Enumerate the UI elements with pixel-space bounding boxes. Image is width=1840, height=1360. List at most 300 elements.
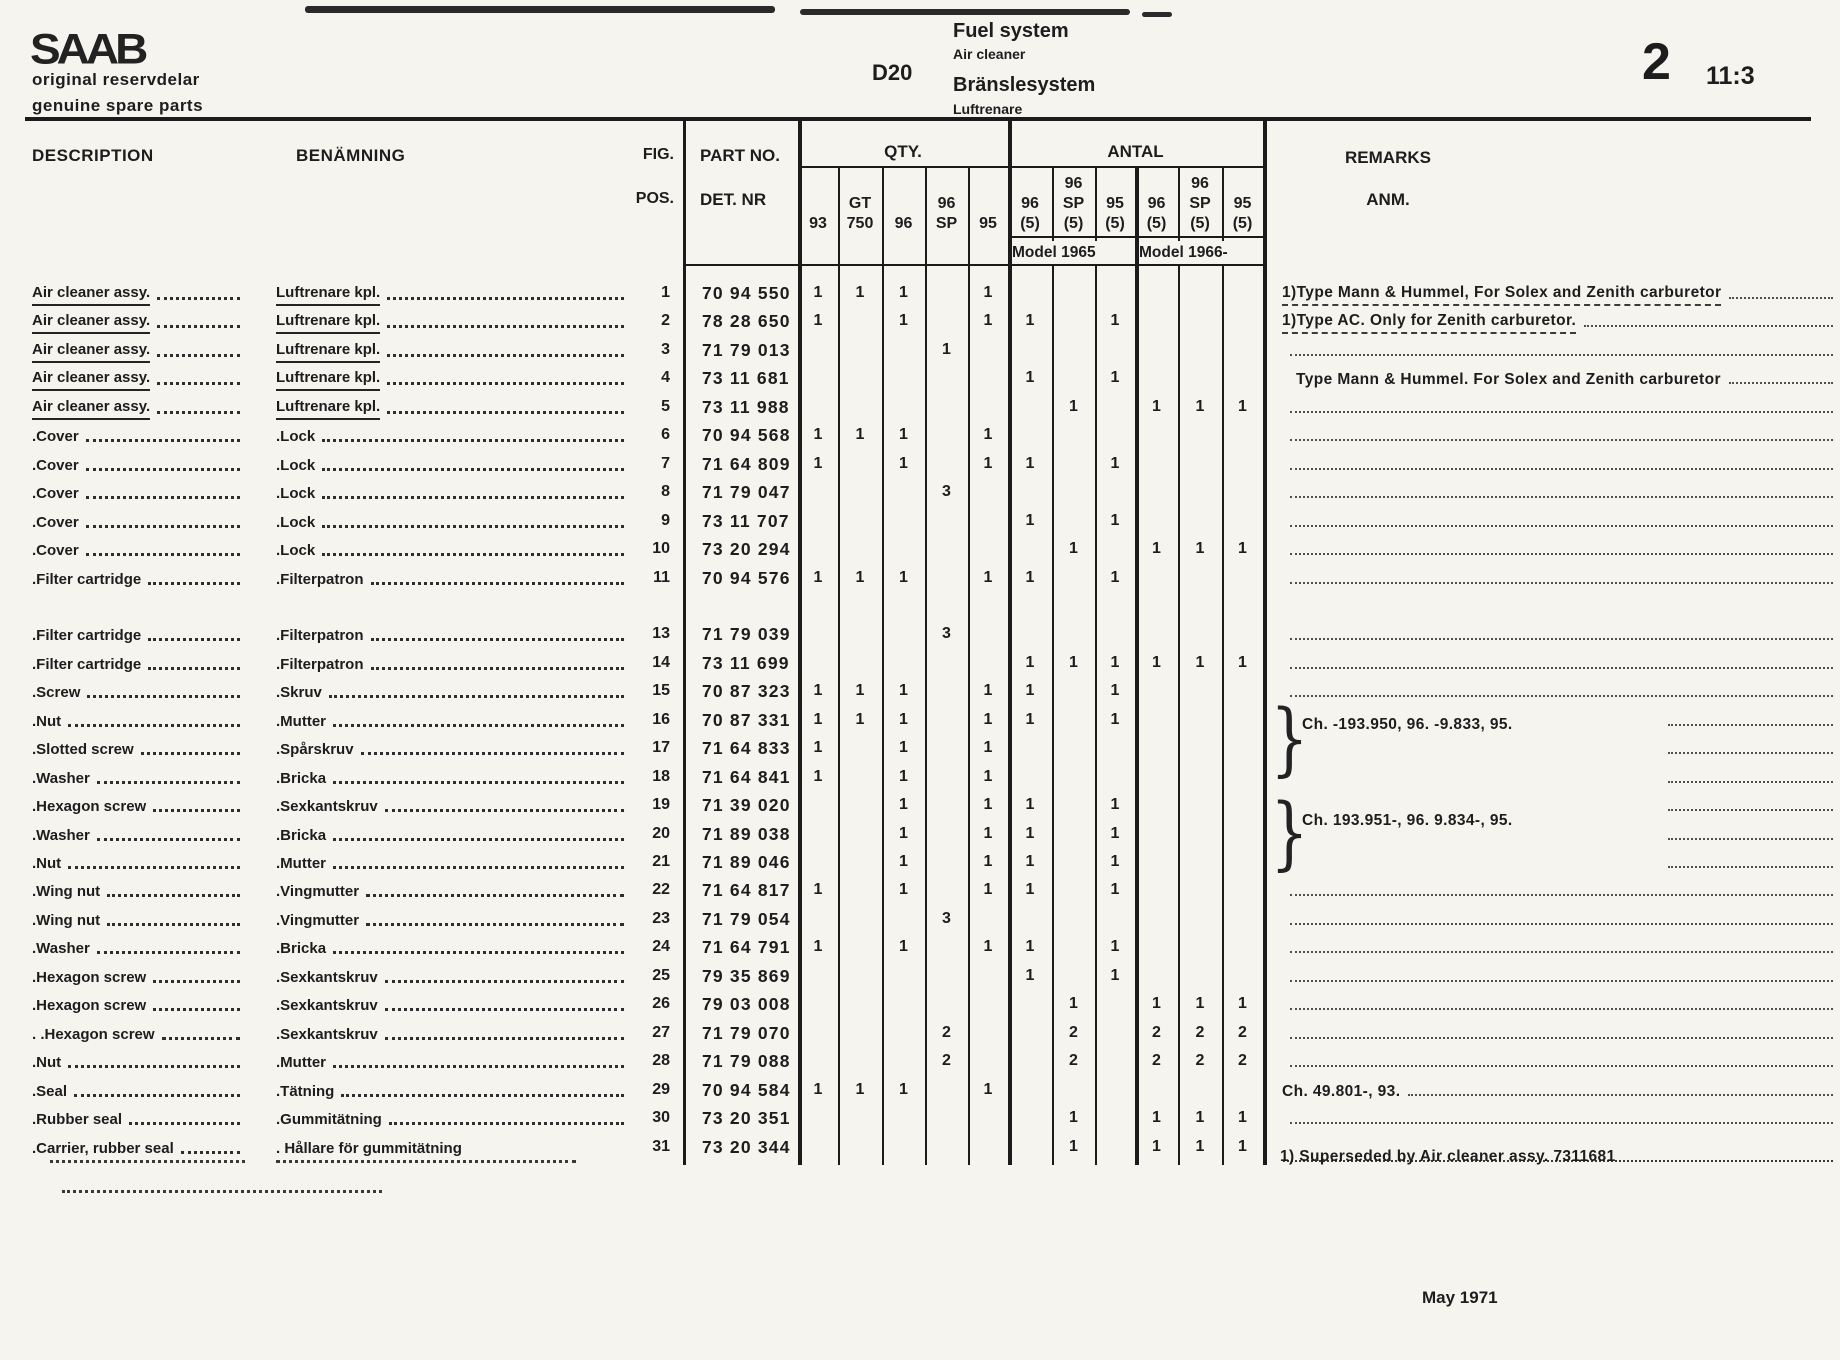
row-fig-pos: 1 (661, 284, 670, 301)
qty-cell: 1 (983, 1080, 993, 1098)
row-part-number: 71 79 070 (702, 1022, 791, 1043)
row-remark: Type Mann & Hummel. For Solex and Zenith carburetor (1282, 364, 1835, 392)
qty-cell: 1 (983, 426, 993, 444)
subsystem-title-en: Air cleaner (953, 46, 1026, 62)
row-description: Air cleaner assy. (32, 279, 244, 307)
qty-cell: 1 (983, 938, 993, 956)
qty-cell: 1 (1195, 1109, 1205, 1127)
qty-cell: 1 (899, 824, 908, 842)
column-header-detnr: DET. NR (700, 190, 767, 209)
row-benamning: .Lock (276, 478, 628, 506)
row-part-number: 79 03 008 (702, 994, 791, 1015)
qty-cell: 1 (1110, 369, 1120, 387)
row-fig-pos: 8 (661, 483, 670, 501)
qty-cell: 1 (1110, 568, 1120, 586)
row-fig-pos: 2 (661, 312, 670, 330)
row-fig-pos: 15 (652, 682, 670, 700)
row-fig-pos: 18 (652, 767, 670, 785)
table-row (0, 734, 1840, 762)
row-fig-pos: 27 (652, 1023, 670, 1041)
qty-cell: 1 (1195, 995, 1205, 1013)
qty-cell: 3 (942, 483, 951, 501)
row-benamning: .Filterpatron (276, 564, 628, 592)
table-row (0, 421, 1840, 449)
saab-logo: SAAB (30, 25, 145, 73)
qty-cell: 1 (813, 710, 823, 728)
table-row (0, 1076, 1840, 1104)
row-part-number: 79 35 869 (702, 965, 791, 986)
qty-cell: 1 (1110, 938, 1120, 956)
table-row (0, 990, 1840, 1018)
row-benamning: Luftrenare kpl. (276, 307, 628, 335)
qty-cell: 3 (942, 625, 951, 643)
qty-cell: 2 (1152, 1023, 1161, 1041)
row-benamning: .Mutter (276, 1047, 628, 1075)
qty-cell: 1 (1025, 824, 1035, 842)
qty-cell: 1 (1238, 1109, 1247, 1127)
qty-cell: 1 (983, 568, 993, 586)
qty-cell: 1 (855, 426, 865, 444)
qty-cell: 1 (1025, 568, 1035, 586)
qty-cell: 1 (899, 796, 908, 814)
row-part-number: 73 11 707 (702, 510, 790, 531)
qty-cell: 1 (899, 938, 908, 956)
qty-cell: 1 (1195, 653, 1205, 671)
qty-cell: 1 (983, 284, 993, 301)
qty-cell: 1 (1025, 682, 1035, 700)
qty-column-header: 96 SP (5) (1189, 175, 1211, 232)
qty-cell: 1 (1110, 682, 1120, 700)
scan-artifact (1142, 12, 1172, 17)
row-benamning: Luftrenare kpl. (276, 364, 628, 392)
grid-hline (798, 166, 1263, 168)
row-part-number: 71 89 046 (702, 852, 791, 872)
row-description: .Hexagon screw (32, 962, 244, 990)
page-reference: 11:3 (1706, 62, 1755, 90)
qty-cell: 1 (1152, 397, 1161, 415)
qty-cell: 1 (1025, 796, 1035, 814)
qty-cell: 1 (813, 1080, 823, 1098)
row-remark (1282, 905, 1835, 933)
qty-cell: 1 (813, 682, 823, 700)
row-fig-pos: 19 (652, 796, 670, 814)
dotted-filler-line (62, 1190, 382, 1193)
qty-cell: 1 (1110, 454, 1120, 472)
grid-hline (25, 117, 1811, 121)
row-benamning: .Bricka (276, 763, 628, 791)
row-description: .Washer (32, 763, 244, 791)
row-part-number: 71 79 088 (702, 1051, 791, 1072)
column-header-description: DESCRIPTION (32, 146, 154, 165)
row-remark (1282, 649, 1835, 677)
scan-artifact (305, 6, 775, 13)
table-row (0, 962, 1840, 990)
row-benamning: Luftrenare kpl. (276, 279, 628, 307)
table-row (0, 450, 1840, 478)
qty-cell: 1 (813, 739, 823, 757)
qty-cell: 1 (983, 853, 993, 870)
row-part-number: 71 64 791 (702, 937, 791, 958)
qty-cell: 1 (1238, 540, 1247, 558)
row-remark (1282, 620, 1835, 648)
row-fig-pos: 17 (652, 739, 670, 757)
row-description: Air cleaner assy. (32, 336, 244, 364)
table-row (0, 820, 1840, 848)
row-description: .Cover (32, 421, 244, 449)
row-description: .Wing nut (32, 905, 244, 933)
row-part-number: 70 87 331 (702, 709, 791, 730)
row-benamning: .Filterpatron (276, 649, 628, 677)
qty-cell: 1 (813, 568, 823, 586)
row-fig-pos: 20 (652, 824, 670, 842)
column-header-anm: ANM. (1366, 190, 1410, 209)
change-note-2: Ch. 193.951-, 96. 9.834-, 95. (1302, 812, 1513, 829)
row-fig-pos: 22 (652, 881, 670, 899)
table-row (0, 706, 1840, 734)
row-benamning: .Vingmutter (276, 876, 628, 904)
row-remark (1660, 763, 1835, 791)
table-row (0, 564, 1840, 592)
qty-cell: 1 (813, 881, 823, 899)
row-fig-pos: 21 (652, 853, 670, 870)
row-description: .Nut (32, 848, 244, 876)
qty-cell: 1 (1110, 653, 1120, 671)
qty-cell: 1 (1110, 710, 1120, 728)
row-remark (1282, 507, 1835, 535)
row-part-number: 71 64 809 (702, 453, 791, 474)
row-benamning: .Lock (276, 507, 628, 535)
row-benamning: .Sexkantskruv (276, 962, 628, 990)
model-1965-label: Model 1965 (1012, 241, 1133, 264)
row-fig-pos: 13 (652, 625, 670, 643)
system-title-en: Fuel system (953, 20, 1069, 42)
row-remark: 1)Type Mann & Hummel, For Solex and Zenith carburetor (1282, 279, 1835, 307)
row-part-number: 71 39 020 (702, 795, 791, 816)
logo-tagline-en: genuine spare parts (32, 96, 204, 115)
table-row (0, 507, 1840, 535)
qty-group-header: QTY. (884, 142, 922, 161)
row-remark (1282, 535, 1835, 563)
row-description: .Filter cartridge (32, 649, 244, 677)
row-benamning: .Sexkantskruv (276, 1019, 628, 1047)
qty-cell: 1 (1152, 1109, 1161, 1127)
qty-cell: 2 (1069, 1023, 1078, 1041)
table-row (0, 876, 1840, 904)
qty-cell: 1 (1025, 938, 1035, 956)
publication-date: May 1971 (1422, 1288, 1498, 1307)
row-fig-pos: 28 (652, 1052, 670, 1070)
qty-cell: 1 (1069, 1137, 1078, 1155)
qty-column-header: 95 (5) (1105, 195, 1125, 232)
qty-cell: 1 (1069, 653, 1078, 671)
qty-cell: 2 (1195, 1023, 1205, 1041)
row-benamning: .Bricka (276, 933, 628, 961)
row-description: .Nut (32, 1047, 244, 1075)
qty-cell: 1 (813, 426, 823, 444)
qty-cell: 1 (813, 938, 823, 956)
row-fig-pos: 31 (652, 1137, 670, 1155)
table-row (0, 307, 1840, 335)
qty-cell: 1 (1238, 1137, 1247, 1155)
qty-cell: 1 (1110, 312, 1120, 330)
row-fig-pos: 26 (652, 995, 670, 1013)
qty-cell: 1 (813, 454, 823, 472)
change-note-1: Ch. -193.950, 96. -9.833, 95. (1302, 716, 1513, 733)
column-header-fig: FIG. (642, 146, 674, 163)
row-benamning: .Mutter (276, 706, 628, 734)
row-description: .Filter cartridge (32, 564, 244, 592)
column-header-pos: POS. (635, 190, 674, 207)
row-description: .Cover (32, 507, 244, 535)
row-remark (1660, 791, 1835, 819)
row-remark (1282, 336, 1835, 364)
row-fig-pos: 4 (661, 369, 670, 387)
row-remark (1660, 706, 1835, 734)
row-description: .Carrier, rubber seal (32, 1133, 244, 1161)
row-part-number: 70 94 584 (702, 1079, 791, 1100)
row-benamning: .Bricka (276, 820, 628, 848)
qty-cell: 1 (1025, 853, 1035, 870)
row-description: .Washer (32, 820, 244, 848)
row-benamning: .Spårskruv (276, 734, 628, 762)
table-row (0, 336, 1840, 364)
qty-cell: 1 (899, 710, 908, 728)
qty-cell: 1 (899, 568, 908, 586)
row-remark (1282, 564, 1835, 592)
qty-column-header: 96 SP (5) (1062, 175, 1085, 232)
row-part-number: 73 20 344 (702, 1136, 791, 1157)
qty-cell: 1 (1025, 312, 1035, 330)
table-row (0, 1047, 1840, 1075)
row-description: Air cleaner assy. (32, 364, 244, 392)
qty-cell: 1 (1238, 397, 1247, 415)
row-description: .Nut (32, 706, 244, 734)
row-remark (1282, 990, 1835, 1018)
row-part-number: 70 94 568 (702, 425, 791, 446)
qty-cell: 1 (1069, 397, 1078, 415)
row-benamning: .Sexkantskruv (276, 791, 628, 819)
model-1966-label: Model 1966- (1139, 241, 1261, 264)
row-part-number: 71 79 013 (702, 339, 791, 360)
qty-cell: 1 (1069, 995, 1078, 1013)
row-part-number: 73 20 294 (702, 539, 791, 560)
column-header-benamning: BENÄMNING (296, 146, 406, 165)
qty-cell: 1 (983, 739, 993, 757)
row-benamning: .Skruv (276, 677, 628, 705)
row-benamning: . Hållare för gummitätning (276, 1139, 462, 1157)
table-row (0, 763, 1840, 791)
qty-cell: 2 (1238, 1023, 1247, 1041)
qty-cell: 1 (983, 682, 993, 700)
row-remark (1660, 848, 1835, 876)
row-remark (1282, 478, 1835, 506)
row-remark (1282, 421, 1835, 449)
qty-cell: 1 (1238, 995, 1247, 1013)
qty-cell: 2 (942, 1052, 951, 1070)
qty-cell: 1 (1152, 1137, 1161, 1155)
row-remark (1282, 1104, 1835, 1132)
qty-cell: 1 (1152, 540, 1161, 558)
row-benamning: .Vingmutter (276, 905, 628, 933)
superseded-footnote: 1) Superseded by Air cleaner assy. 7311681 (1280, 1148, 1616, 1165)
qty-cell: 1 (899, 312, 908, 330)
row-description: . .Hexagon screw (32, 1019, 244, 1047)
row-fig-pos: 3 (661, 340, 670, 358)
qty-cell: 1 (813, 312, 823, 330)
row-fig-pos: 29 (652, 1080, 670, 1098)
qty-cell: 1 (1110, 796, 1120, 814)
row-part-number: 71 79 054 (702, 908, 791, 929)
qty-cell: 1 (1195, 540, 1205, 558)
row-part-number: 71 79 047 (702, 482, 791, 503)
row-part-number: 73 20 351 (702, 1108, 791, 1129)
row-remark: 1)Type AC. Only for Zenith carburetor. (1282, 307, 1835, 335)
row-description: .Hexagon screw (32, 990, 244, 1018)
qty-column-header: 96 (894, 215, 913, 232)
qty-cell: 2 (942, 1023, 951, 1041)
row-remark (1660, 820, 1835, 848)
system-title-sv: Bränslesystem (953, 74, 1096, 96)
qty-cell: 1 (983, 454, 993, 472)
qty-column-header: 93 (809, 215, 827, 232)
page-number: 2 (1642, 33, 1671, 91)
brace-icon: } (1270, 786, 1309, 879)
row-benamning: .Sexkantskruv (276, 990, 628, 1018)
row-benamning: Luftrenare kpl. (276, 393, 628, 421)
table-row (0, 279, 1840, 307)
qty-cell: 1 (1025, 454, 1035, 472)
qty-cell: 1 (855, 710, 865, 728)
qty-cell: 2 (1069, 1052, 1078, 1070)
row-description: .Slotted screw (32, 734, 244, 762)
qty-cell: 1 (983, 312, 993, 330)
row-part-number: 71 64 841 (702, 766, 791, 787)
qty-cell: 1 (1110, 824, 1120, 842)
qty-cell: 1 (1152, 653, 1161, 671)
table-row (0, 905, 1840, 933)
qty-column-header: 96 (5) (1020, 195, 1040, 232)
table-row (0, 535, 1840, 563)
qty-cell: 1 (1110, 881, 1120, 899)
row-description: Air cleaner assy. (32, 393, 244, 421)
table-row (0, 649, 1840, 677)
table-row (0, 364, 1840, 392)
row-remark (1282, 933, 1835, 961)
qty-cell: 1 (1025, 881, 1035, 899)
qty-cell: 2 (1152, 1052, 1161, 1070)
row-fig-pos: 9 (661, 511, 670, 529)
qty-cell: 1 (855, 568, 865, 586)
grid-hline (683, 264, 1263, 266)
row-remark (1282, 677, 1835, 705)
qty-cell: 1 (899, 454, 908, 472)
qty-cell: 1 (1195, 397, 1205, 415)
row-fig-pos: 10 (652, 540, 670, 558)
qty-column-header: 95 (5) (1232, 195, 1253, 232)
row-description: .Cover (32, 478, 244, 506)
row-fig-pos: 5 (661, 397, 670, 415)
row-benamning: Luftrenare kpl. (276, 336, 628, 364)
qty-cell: 1 (899, 284, 908, 301)
column-header-remarks: REMARKS (1345, 148, 1431, 167)
qty-cell: 1 (1069, 1109, 1078, 1127)
row-description: .Washer (32, 933, 244, 961)
row-description: .Hexagon screw (32, 791, 244, 819)
qty-cell: 2 (1238, 1052, 1247, 1070)
subsystem-title-sv: Luftrenare (953, 101, 1023, 117)
row-remark (1282, 393, 1835, 421)
qty-cell: 1 (1152, 995, 1161, 1013)
table-row (0, 1104, 1840, 1132)
table-row (0, 1019, 1840, 1047)
qty-cell: 3 (942, 909, 951, 927)
qty-column-header: 95 (979, 215, 997, 232)
qty-cell: 1 (899, 767, 908, 785)
table-row (0, 677, 1840, 705)
qty-cell: 1 (1195, 1137, 1205, 1155)
row-fig-pos: 16 (652, 710, 670, 728)
table-row (0, 393, 1840, 421)
qty-cell: 1 (1025, 653, 1035, 671)
row-part-number: 70 94 576 (702, 567, 791, 588)
table-row (0, 478, 1840, 506)
row-description: .Wing nut (32, 876, 244, 904)
qty-cell: 1 (899, 426, 908, 444)
logo-tagline-sv: original reservdelar (32, 70, 200, 89)
row-description: Air cleaner assy. (32, 307, 244, 335)
qty-cell: 1 (983, 824, 993, 842)
qty-cell: 1 (942, 340, 951, 358)
qty-cell: 1 (1238, 653, 1247, 671)
row-benamning: .Gummitätning (276, 1104, 628, 1132)
row-fig-pos: 14 (652, 653, 670, 671)
row-part-number: 71 64 817 (702, 880, 791, 901)
row-benamning: .Lock (276, 535, 628, 563)
row-fig-pos: 11 (653, 568, 670, 586)
row-remark (1282, 1019, 1835, 1047)
row-part-number: 73 11 681 (702, 368, 790, 389)
row-part-number: 78 28 650 (702, 311, 791, 332)
row-description: .Cover (32, 535, 244, 563)
row-description: .Rubber seal (32, 1104, 244, 1132)
qty-cell: 1 (899, 1080, 908, 1098)
row-part-number: 73 11 699 (702, 652, 790, 673)
row-fig-pos: 6 (661, 426, 670, 444)
row-fig-pos: 30 (652, 1109, 670, 1127)
row-remark (1282, 962, 1835, 990)
row-fig-pos: 7 (661, 454, 670, 472)
qty-cell: 1 (899, 739, 908, 757)
row-part-number: 70 87 323 (702, 681, 791, 702)
row-description: .Screw (32, 677, 244, 705)
antal-group-header: ANTAL (1107, 142, 1164, 161)
table-row (0, 620, 1840, 648)
scan-artifact (800, 9, 1130, 15)
table-row (0, 933, 1840, 961)
qty-cell: 1 (813, 767, 823, 785)
row-part-number: 71 89 038 (702, 823, 791, 844)
qty-cell: 1 (1025, 710, 1035, 728)
row-remark (1660, 734, 1835, 762)
qty-cell: 1 (1110, 853, 1120, 870)
qty-cell: 1 (855, 284, 865, 301)
qty-cell: 1 (1025, 511, 1035, 529)
qty-cell: 1 (983, 881, 993, 899)
qty-cell: 1 (855, 682, 865, 700)
row-benamning: .Filterpatron (276, 620, 628, 648)
qty-column-header: GT 750 (846, 195, 874, 232)
row-part-number: 71 79 039 (702, 624, 791, 645)
